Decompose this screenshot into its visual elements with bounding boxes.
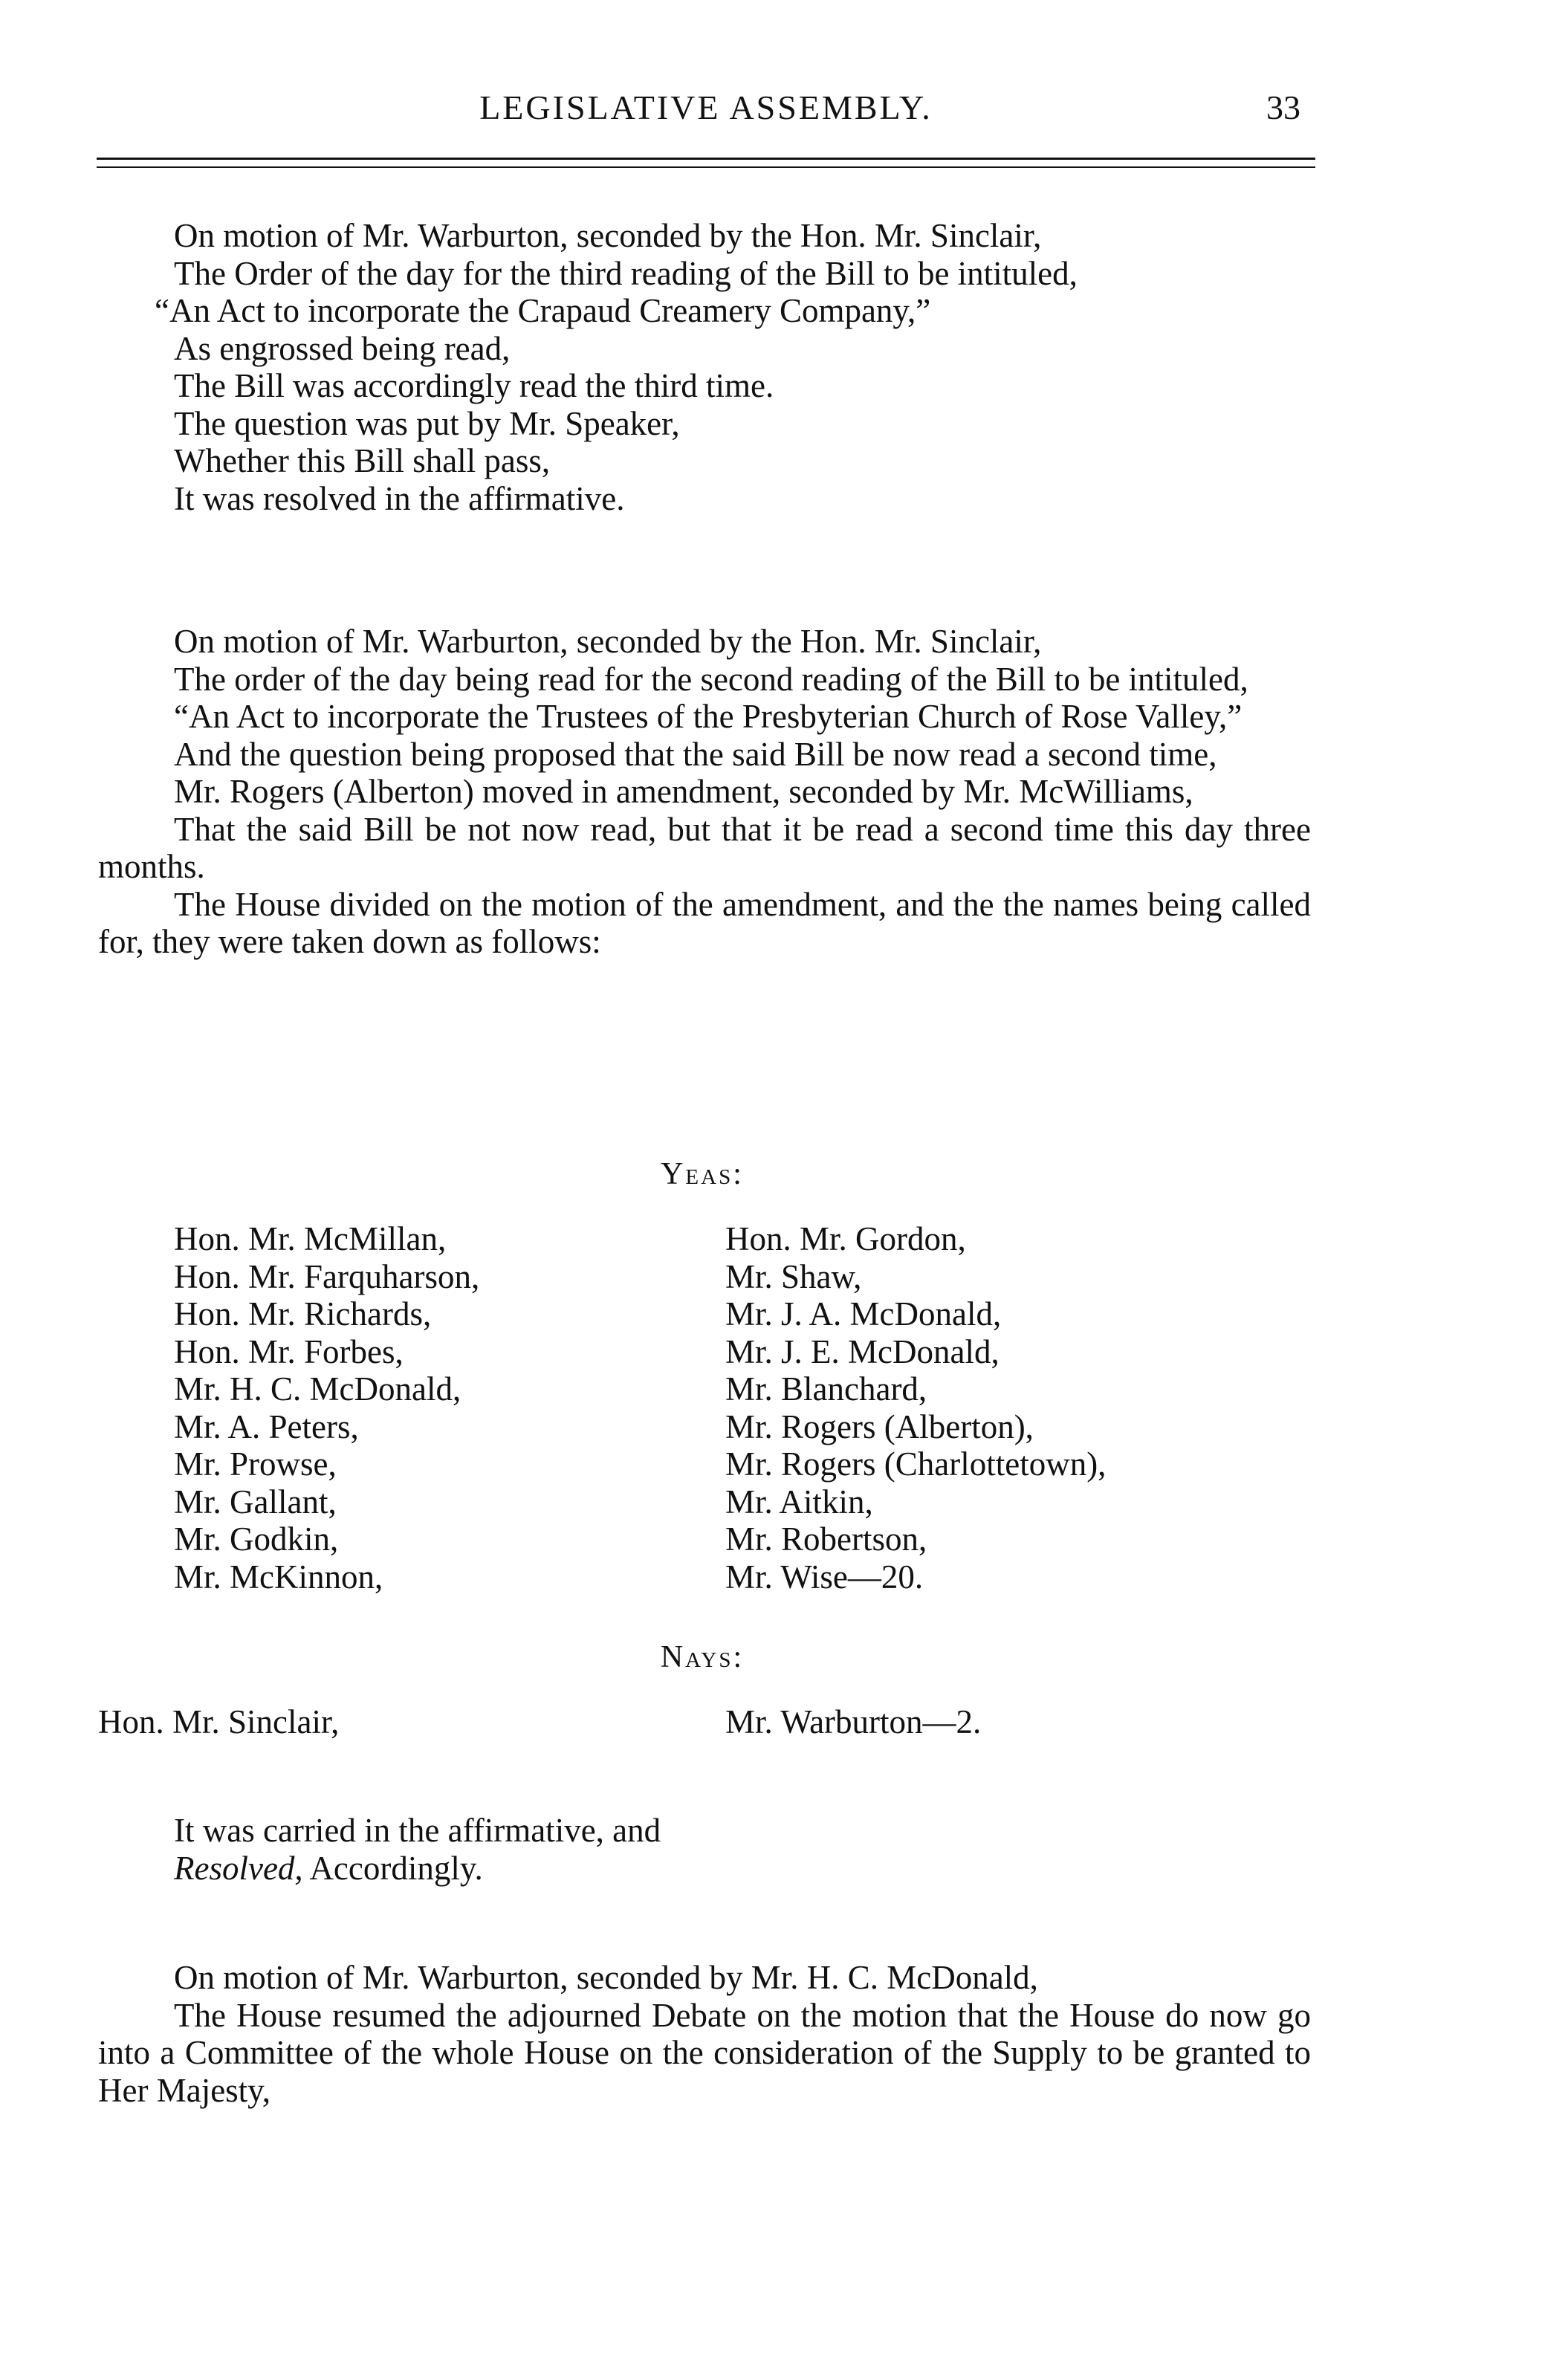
page-number: 33: [1266, 88, 1300, 126]
member-name: Mr. Prowse,: [174, 1445, 337, 1483]
member-name: Mr. J. A. McDonald,: [725, 1295, 1002, 1332]
motion-paragraph: It was resolved in the affirmative.: [174, 479, 625, 517]
member-name: Mr. Shaw,: [725, 1257, 862, 1295]
motion-paragraph: That the said Bill be not now read, but that it be read a second time this day three months.: [98, 810, 1311, 885]
nays-list-left: [98, 1703, 339, 1741]
nays-heading: Nays:: [660, 1640, 745, 1674]
motion-paragraph: The House resumed the adjourned Debate on the motion that the House do now go into a Committee of the whole House on the consideration of the Supply to be granted to Her Majesty,: [98, 1996, 1311, 2109]
motion-paragraph: The House divided on the motion of the amendment, and the the names being called for, they were taken down as follows:: [98, 885, 1311, 960]
resolved-rest: Accordingly.: [302, 1849, 483, 1887]
motion-supply-debate: [98, 1959, 1311, 2109]
yeas-list-right: [725, 1220, 1106, 1596]
member-name: Mr. Blanchard,: [725, 1370, 927, 1408]
member-name: Mr. Godkin,: [174, 1520, 339, 1558]
header-rule-bottom: [97, 166, 1315, 168]
result-line: It was carried in the affirmative, and: [174, 1812, 661, 1849]
nays-list-right: [725, 1703, 981, 1741]
bill-title: “An Act to incorporate the Crapaud Creamery Company,”: [155, 292, 931, 329]
member-name: Mr. McKinnon,: [174, 1558, 383, 1596]
motion-paragraph: And the question being proposed that the said Bill be now read a second time,: [174, 735, 1217, 773]
member-name: Mr. Aitkin,: [725, 1483, 873, 1520]
member-name: Hon. Mr. Farquharson,: [174, 1257, 480, 1295]
motion-paragraph: As engrossed being read,: [174, 329, 511, 367]
member-name: Hon. Mr. Sinclair,: [98, 1703, 340, 1740]
motion-rose-valley-church: [98, 623, 1311, 961]
motion-paragraph: The Bill was accordingly read the third time.: [174, 367, 774, 404]
member-name: Mr. Rogers (Alberton),: [725, 1408, 1034, 1445]
motion-paragraph: The Order of the day for the third reading of the Bill to be intituled,: [174, 254, 1078, 292]
motion-paragraph: On motion of Mr. Warburton, seconded by the Hon. Mr. Sinclair,: [174, 623, 1042, 660]
member-name: Mr. H. C. McDonald,: [174, 1370, 461, 1408]
motion-paragraph: Mr. Rogers (Alberton) moved in amendment, seconded by Mr. McWilliams,: [174, 773, 1193, 810]
member-name: Mr. Gallant,: [174, 1483, 337, 1520]
member-name: Mr. Warburton—2.: [725, 1703, 982, 1740]
member-name: Hon. Mr. Gordon,: [725, 1220, 966, 1257]
member-name: Hon. Mr. Forbes,: [174, 1332, 404, 1370]
member-name: Mr. J. E. McDonald,: [725, 1332, 1000, 1370]
member-name: Hon. Mr. Richards,: [174, 1295, 432, 1332]
division-result: [174, 1812, 1214, 1887]
motion-paragraph: On motion of Mr. Warburton, seconded by the Hon. Mr. Sinclair,: [174, 217, 1042, 254]
member-name: Hon. Mr. McMillan,: [174, 1220, 447, 1257]
motion-paragraph: The question was put by Mr. Speaker,: [174, 404, 680, 442]
running-title: LEGISLATIVE ASSEMBLY.: [479, 88, 933, 126]
bill-title: “An Act to incorporate the Trustees of the Presbyterian Church of Rose Valley,”: [174, 698, 1243, 735]
member-name: Mr. Wise—20.: [725, 1558, 924, 1596]
yeas-heading: Yeas:: [661, 1157, 744, 1191]
motion-paragraph: Whether this Bill shall pass,: [174, 442, 551, 479]
motion-paragraph: On motion of Mr. Warburton, seconded by Mr. H. C. McDonald,: [174, 1959, 1038, 1996]
page-header: [97, 88, 1315, 147]
member-name: Mr. A. Peters,: [174, 1408, 359, 1445]
resolved-word: Resolved,: [174, 1849, 303, 1887]
resolved-line: [174, 1850, 1214, 1888]
yeas-list-left: [174, 1220, 479, 1596]
motion-crapaud-creamery: [98, 217, 1311, 517]
member-name: Mr. Rogers (Charlottetown),: [725, 1445, 1107, 1483]
motion-paragraph: The order of the day being read for the second reading of the Bill to be intituled,: [174, 660, 1248, 698]
header-rule-top: [97, 158, 1315, 160]
member-name: Mr. Robertson,: [725, 1520, 927, 1558]
